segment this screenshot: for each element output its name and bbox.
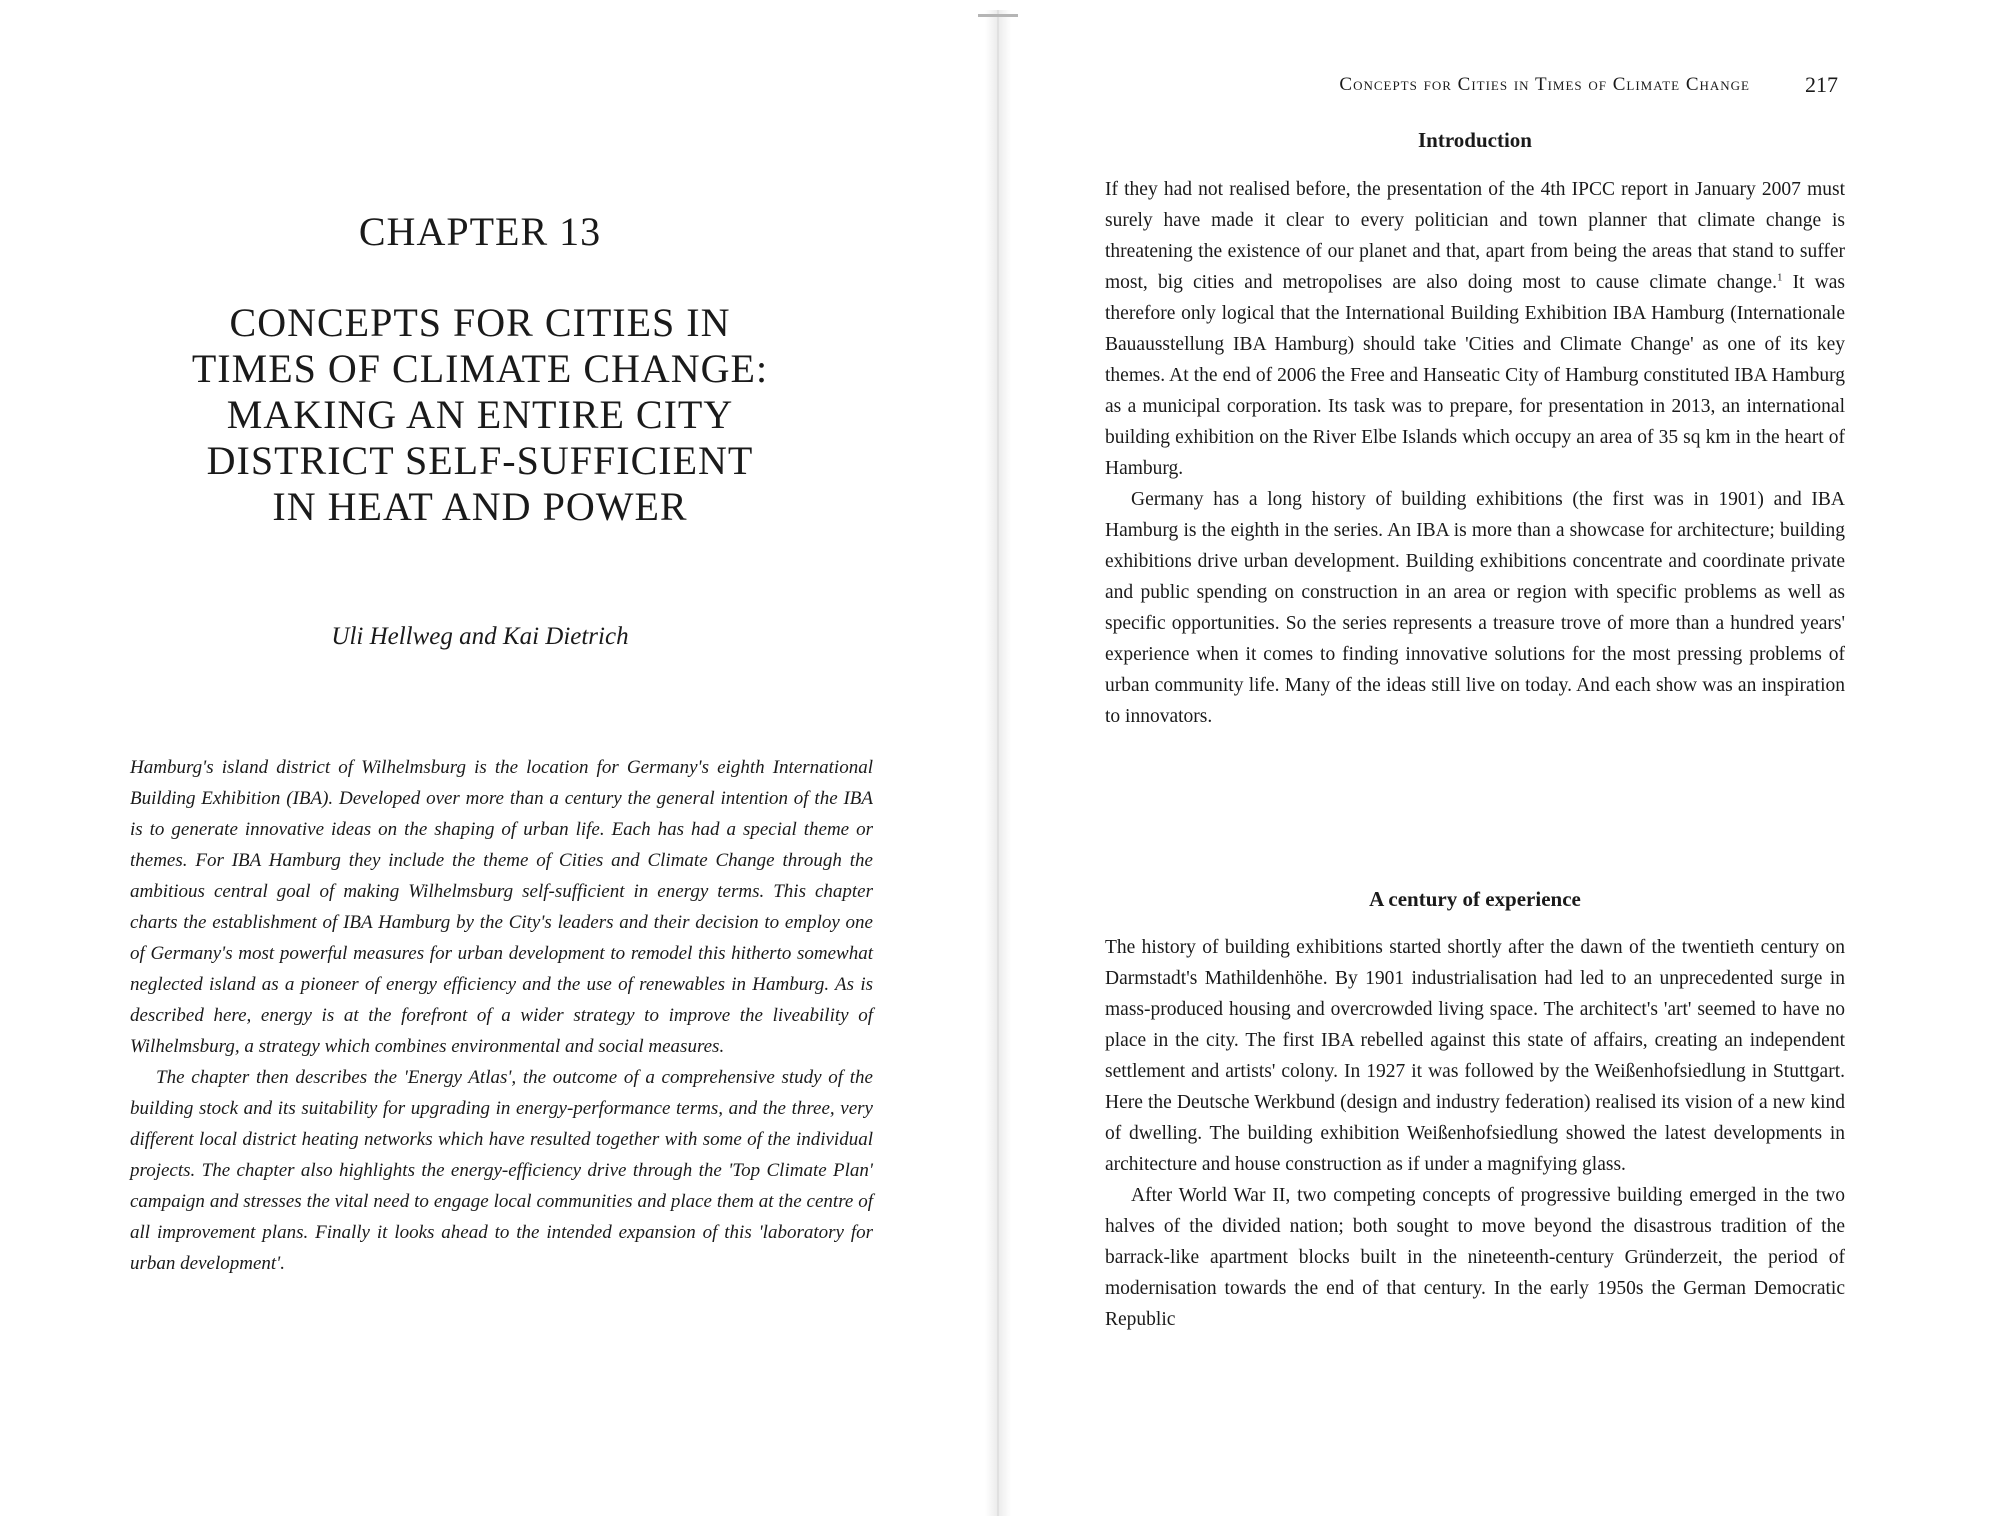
abstract-paragraph: The chapter then describes the 'Energy Atlas', the outcome of a comprehensive study of the building stock and its suitability for upgrading in energy-performance terms, and the three, very different local district heating networks which have resulted together with some of the individual projects. The chapter also highlights the energy-efficiency drive through the 'Top Climate Plan' campaign and stresses the vital need to engage local communities and place them at the centre of all improvement plans. Finally it looks ahead to the intended expansion of this 'laboratory for urban development'.: [130, 1067, 873, 1274]
chapter-authors: Uli Hellweg and Kai Dietrich: [331, 623, 629, 650]
section-heading-introduction: Introduction: [1418, 128, 1532, 152]
page-number: 217: [1805, 72, 1838, 97]
left-page: [0, 0, 980, 1516]
chapter-abstract: [130, 752, 873, 1279]
footnote-marker[interactable]: 1: [1776, 271, 1783, 284]
paragraph-text: If they had not realised before, the presentation of the 4th IPCC report in January 2007 must surely have made it clear to every politician and town planner that climate change is threatening the existence of our planet and that, apart from being the areas that stand to suffer most, big cities and metropolises are also doing most to cause climate change.: [1105, 179, 1845, 293]
chapter-title-line: MAKING AN ENTIRE CITY: [226, 392, 734, 437]
introduction-body: [1105, 174, 1845, 732]
chapter-title-line: IN HEAT AND POWER: [272, 484, 688, 529]
section-heading-century: A century of experience: [1369, 887, 1581, 911]
right-page: [1010, 0, 1994, 1516]
book-gutter: [985, 10, 1011, 1516]
body-paragraph: Germany has a long history of building exhibitions (the first was in 1901) and IBA Hamburg is the eighth in the series. An IBA is more than a showcase for architecture; building exhibitions drive urban development. Building exhibitions concentrate and coordinate private and public spending on construction in an area or region with specific problems as well as specific opportunities. So the series represents a treasure trove of more than a hundred years' experience when it comes to finding innovative solutions for the most pressing problems of urban community life. Many of the ideas still live on today. And each show was an inspiration to innovators.: [1105, 489, 1845, 727]
century-body: [1105, 932, 1845, 1335]
chapter-title-line: DISTRICT SELF-SUFFICIENT: [206, 438, 754, 483]
chapter-title-line: TIMES OF CLIMATE CHANGE:: [191, 346, 769, 391]
body-paragraph: [1105, 174, 1845, 484]
running-head: Concepts for Cities in Times of Climate Change: [1339, 74, 1750, 95]
chapter-title-line: CONCEPTS FOR CITIES IN: [229, 300, 731, 345]
chapter-title: [150, 300, 810, 530]
body-paragraph: After World War II, two competing concepts of progressive building emerged in the two halves of the divided nation; both sought to move beyond the disastrous tradition of the barrack-like apartment blocks built in the nineteenth-century Gründerzeit, the period of modernisation towards the end of that century. In the early 1950s the German Democratic Republic: [1105, 1185, 1845, 1330]
paragraph-text: It was therefore only logical that the International Building Exhibition IBA Hamburg (Internationale Bauausstellung IBA Hamburg) should take 'Cities and Climate Change' as one of its key themes. At the end of 2006 the Free and Hanseatic City of Hamburg constituted IBA Hamburg as a municipal corporation. Its task was to prepare, for presentation in 2013, an international building exhibition on the River Elbe Islands which occupy an area of 35 sq km in the heart of Hamburg.: [1105, 272, 1845, 479]
body-paragraph: The history of building exhibitions started shortly after the dawn of the twentieth century on Darmstadt's Mathildenhöhe. By 1901 industrialisation had led to an unprecedented surge in mass-produced housing and overcrowded living space. The architect's 'art' seemed to have no place in the city. The first IBA rebelled against this state of affairs, creating an independent settlement and artists' colony. In 1927 it was followed by the Weißenhofsiedlung in Stuttgart. Here the Deutsche Werkbund (design and industry federation) realised its vision of a new kind of dwelling. The building exhibition Weißenhofsiedlung showed the latest developments in architecture and house construction as if under a magnifying glass.: [1105, 937, 1845, 1175]
chapter-label: CHAPTER 13: [358, 209, 602, 254]
abstract-paragraph: Hamburg's island district of Wilhelmsburg is the location for Germany's eighth International Building Exhibition (IBA). Developed over more than a century the general intention of the IBA is to generate innovative ideas on the shaping of urban life. Each has had a special theme or themes. For IBA Hamburg they include the theme of Cities and Climate Change through the ambitious central goal of making Wilhelmsburg self-sufficient in energy terms. This chapter charts the establishment of IBA Hamburg by the City's leaders and their decision to employ one of Germany's most powerful measures for urban development to remodel this hitherto somewhat neglected island as a pioneer of energy efficiency and the use of renewables in Hamburg. As is described here, energy is at the forefront of a wider strategy to improve the liveability of Wilhelmsburg, a strategy which combines environmental and social measures.: [130, 757, 873, 1057]
